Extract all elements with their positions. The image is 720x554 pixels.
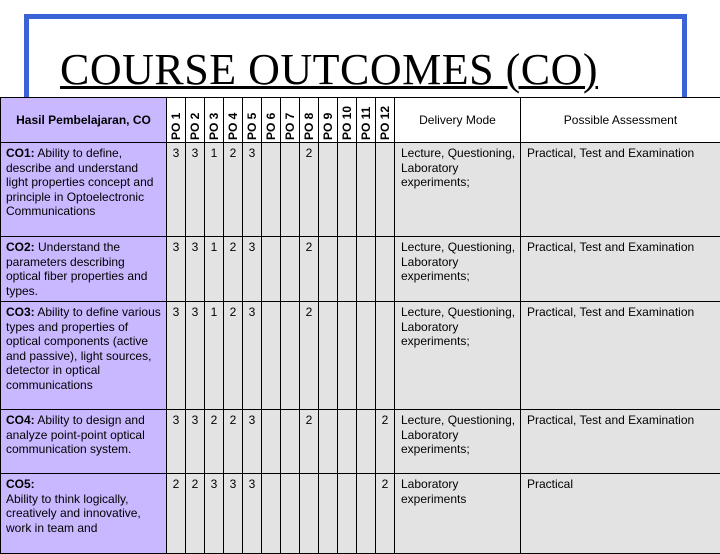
po-score: 3 xyxy=(205,474,224,554)
po-score xyxy=(338,143,357,237)
delivery-mode: Lecture, Questioning, Laboratory experiments; xyxy=(395,143,521,237)
header-po-1 xyxy=(167,98,186,143)
po-score: 2 xyxy=(186,474,205,554)
header-delivery-mode: Delivery Mode xyxy=(395,98,521,143)
header-po-8-label: PO 8 xyxy=(300,98,319,140)
outcome-text: Understand the parameters describing optical fiber properties and types. xyxy=(6,240,147,298)
header-po-10-label: PO 10 xyxy=(338,98,357,140)
po-score: 3 xyxy=(167,237,186,302)
po-score xyxy=(281,302,300,410)
po-score: 2 xyxy=(224,410,243,474)
delivery-mode: Lecture, Questioning, Laboratory experiments; xyxy=(395,302,521,410)
po-score xyxy=(319,302,338,410)
slide-title: COURSE OUTCOMES (CO) xyxy=(60,44,598,95)
po-score xyxy=(281,237,300,302)
possible-assessment: Practical xyxy=(521,474,720,554)
po-score: 2 xyxy=(300,410,319,474)
po-score: 3 xyxy=(243,237,262,302)
po-score: 3 xyxy=(186,237,205,302)
possible-assessment: Practical, Test and Examination xyxy=(521,410,720,474)
delivery-mode: Laboratory experiments xyxy=(395,474,521,554)
possible-assessment: Practical, Test and Examination xyxy=(521,237,720,302)
po-score xyxy=(376,143,395,237)
po-score: 2 xyxy=(376,474,395,554)
header-po-5 xyxy=(243,98,262,143)
po-score: 2 xyxy=(167,474,186,554)
po-score xyxy=(357,237,376,302)
po-score: 3 xyxy=(186,410,205,474)
table-row xyxy=(1,143,720,237)
table-row xyxy=(1,410,720,474)
header-hasil-pembelajaran: Hasil Pembelajaran, CO xyxy=(1,98,167,143)
po-score xyxy=(338,410,357,474)
po-score: 3 xyxy=(167,410,186,474)
outcome-cell xyxy=(1,474,167,554)
po-score xyxy=(338,474,357,554)
po-score xyxy=(357,302,376,410)
po-score xyxy=(357,143,376,237)
po-score xyxy=(376,302,395,410)
header-row xyxy=(1,98,720,143)
outcome-text: Ability to design and analyze point-point optical communication system. xyxy=(6,413,145,456)
outcome-cell xyxy=(1,237,167,302)
outcome-code: CO5: xyxy=(6,477,35,491)
po-score xyxy=(281,143,300,237)
po-score: 1 xyxy=(205,237,224,302)
header-po-2-label: PO 2 xyxy=(186,98,205,140)
header-po-12-label: PO 12 xyxy=(376,98,395,140)
header-po-2 xyxy=(186,98,205,143)
po-score: 2 xyxy=(224,302,243,410)
header-po-6 xyxy=(262,98,281,143)
outcome-text: Ability to think logically, creatively and innovative, work in team and xyxy=(6,492,141,535)
po-score: 2 xyxy=(205,410,224,474)
po-score xyxy=(376,237,395,302)
header-po-9 xyxy=(319,98,338,143)
header-po-1-label: PO 1 xyxy=(167,98,186,140)
header-po-5-label: PO 5 xyxy=(243,98,262,140)
po-score: 2 xyxy=(300,237,319,302)
po-score xyxy=(319,143,338,237)
header-po-7-label: PO 7 xyxy=(281,98,300,140)
po-score xyxy=(262,143,281,237)
table-row xyxy=(1,302,720,410)
outcome-text: Ability to define various types and properties of optical components (active and passive), light sources, detector in optical communications xyxy=(6,305,161,392)
po-score xyxy=(262,237,281,302)
outcome-code: CO3: xyxy=(6,305,35,319)
course-outcomes-table xyxy=(0,97,720,554)
po-score: 3 xyxy=(243,302,262,410)
po-score: 2 xyxy=(300,302,319,410)
po-score: 3 xyxy=(224,474,243,554)
po-score xyxy=(338,237,357,302)
header-po-11-label: PO 11 xyxy=(357,98,376,140)
po-score: 3 xyxy=(243,474,262,554)
po-score: 3 xyxy=(167,143,186,237)
po-score: 3 xyxy=(243,143,262,237)
outcome-code: CO2: xyxy=(6,240,35,254)
po-score: 3 xyxy=(167,302,186,410)
po-score xyxy=(262,474,281,554)
header-po-3 xyxy=(205,98,224,143)
header-possible-assessment: Possible Assessment xyxy=(521,98,720,143)
outcome-cell xyxy=(1,143,167,237)
outcome-code: CO1: xyxy=(6,146,35,160)
delivery-mode: Lecture, Questioning, Laboratory experiments; xyxy=(395,410,521,474)
outcome-cell xyxy=(1,410,167,474)
po-score xyxy=(319,410,338,474)
po-score xyxy=(281,410,300,474)
po-score: 3 xyxy=(186,302,205,410)
header-po-11 xyxy=(357,98,376,143)
header-po-12 xyxy=(376,98,395,143)
table-row xyxy=(1,474,720,554)
possible-assessment: Practical, Test and Examination xyxy=(521,302,720,410)
delivery-mode: Lecture, Questioning, Laboratory experiments; xyxy=(395,237,521,302)
header-po-3-label: PO 3 xyxy=(205,98,224,140)
po-score: 3 xyxy=(243,410,262,474)
po-score xyxy=(357,410,376,474)
header-po-9-label: PO 9 xyxy=(319,98,338,140)
po-score: 2 xyxy=(300,143,319,237)
outcome-text: Ability to define, describe and understand light properties concept and principle in Optoelectronic Communications xyxy=(6,146,153,218)
po-score xyxy=(300,474,319,554)
outcome-cell xyxy=(1,302,167,410)
header-po-4-label: PO 4 xyxy=(224,98,243,140)
po-score xyxy=(262,410,281,474)
po-score: 2 xyxy=(224,143,243,237)
po-score xyxy=(319,474,338,554)
po-score: 1 xyxy=(205,143,224,237)
po-score: 3 xyxy=(186,143,205,237)
po-score: 1 xyxy=(205,302,224,410)
table-row xyxy=(1,237,720,302)
po-score xyxy=(319,237,338,302)
header-po-7 xyxy=(281,98,300,143)
header-po-6-label: PO 6 xyxy=(262,98,281,140)
po-score: 2 xyxy=(376,410,395,474)
po-score xyxy=(338,302,357,410)
header-po-10 xyxy=(338,98,357,143)
po-score xyxy=(281,474,300,554)
po-score xyxy=(262,302,281,410)
header-po-4 xyxy=(224,98,243,143)
header-po-8 xyxy=(300,98,319,143)
possible-assessment: Practical, Test and Examination xyxy=(521,143,720,237)
po-score xyxy=(357,474,376,554)
po-score: 2 xyxy=(224,237,243,302)
outcome-code: CO4: xyxy=(6,413,35,427)
